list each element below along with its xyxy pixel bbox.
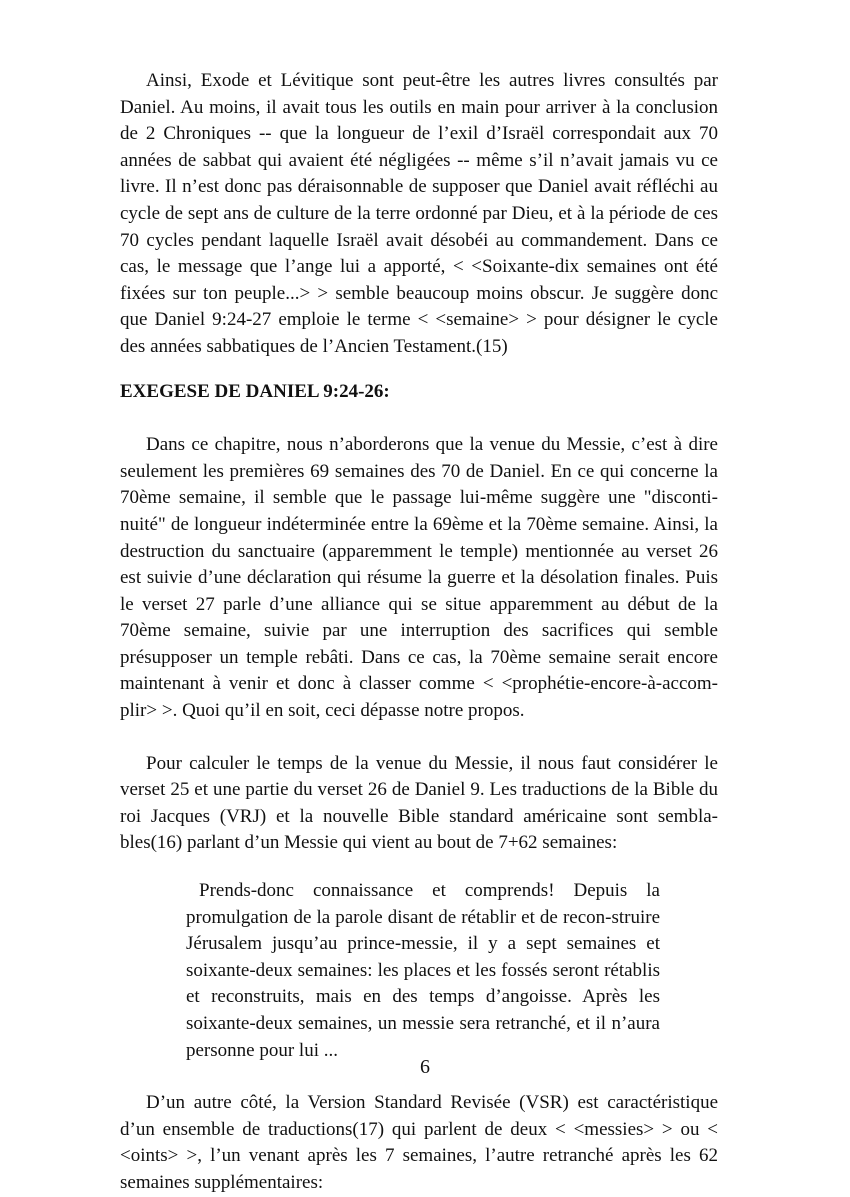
page-number: 6 bbox=[420, 1056, 430, 1078]
paragraph-sabbatical-cycle: Ainsi, Exode et Lévitique sont peut-être les autres livres consultés par Daniel. Au moins, il avait tous les outils en main pour arriver à la conclusion de 2 Chroniques -- que la longueur de l’exil d’Israël correspondait aux 70 années de sabbat qui avaient été négligées -- même s’il n’avait jamais vu ce livre. Il n’est donc pas déraisonnable de supposer que Daniel avait réfléchi au cycle de sept ans de culture de la terre ordonné par Dieu, et à la période de ces 70 cycles pendant laquelle Israël avait désobéi au commandement. Dans ce cas, le message que l’ange lui a apporté, < <Soixante-dix semaines ont été fixées sur ton peuple...> > semble beaucoup moins obscur. Je suggère donc que Daniel 9:24-27 emploie le terme < <semaine> > pour désigner le cycle des années sabbatiques de l’Ancien Testament.(15) bbox=[120, 70, 718, 357]
paragraph-seventieth-week: Dans ce chapitre, nous n’aborderons que la venue du Messie, c’est à dire seulement les premières 69 semaines des 70 de Daniel. En ce qui concerne la 70ème semaine, il semble que le passage lui-même suggère une "disconti-nuité" de longueur indéterminée entre la 69ème et la 70ème semaine. Ainsi, la destruction du sanctuaire (apparemment le temple) mentionnée au verset 26 est suivie d’une déclaration qui résume la guerre et la désolation finales. Puis le verset 27 parle d’une alliance qui se situe apparemment au début de la 70ème semaine, suivie par une interruption des sacrifices qui semble présupposer un temple rebâti. Dans ce cas, la 70ème semaine serait encore maintenant à venir et donc à classer comme < <prophétie-encore-à-accom-plir> >. Quoi qu’il en soit, ceci dépasse notre propos. bbox=[120, 434, 718, 722]
page-body bbox=[120, 68, 718, 1197]
scripture-quote bbox=[186, 878, 660, 1064]
section-heading: EXEGESE DE DANIEL 9:24-26: bbox=[120, 380, 390, 402]
paragraph-rsv-translations: D’un autre côté, la Version Standard Revisée (VSR) est caractéristique d’un ensemble de traductions(17) qui parlent de deux < <messies> > ou < <oints> >, l’un venant après les 7 semaines, l’autre retranché après les 62 semaines supplémentaires: bbox=[120, 1092, 718, 1193]
scripture-quote-text: Prends-donc connaissance et comprends! Depuis la promulgation de la parole disant de rétablir et de recon-struire Jérusalem jusqu’au prince-messie, il y a sept semaines et soixante-deux semaines: les places et les fossés seront rétablis et reconstruits, mais en des temps d’angoisse. Après les soixante-deux semaines, un messie sera retranché, et il n’aura personne pour lui ... bbox=[186, 880, 660, 1061]
paragraph-messiah-timing: Pour calculer le temps de la venue du Messie, il nous faut considérer le verset 25 et une partie du verset 26 de Daniel 9. Les traductions de la Bible du roi Jacques (VRJ) et la nouvelle Bible standard américaine sont sembla-bles(16) parlant d’un Messie qui vient au bout de 7+62 semaines: bbox=[120, 752, 718, 854]
